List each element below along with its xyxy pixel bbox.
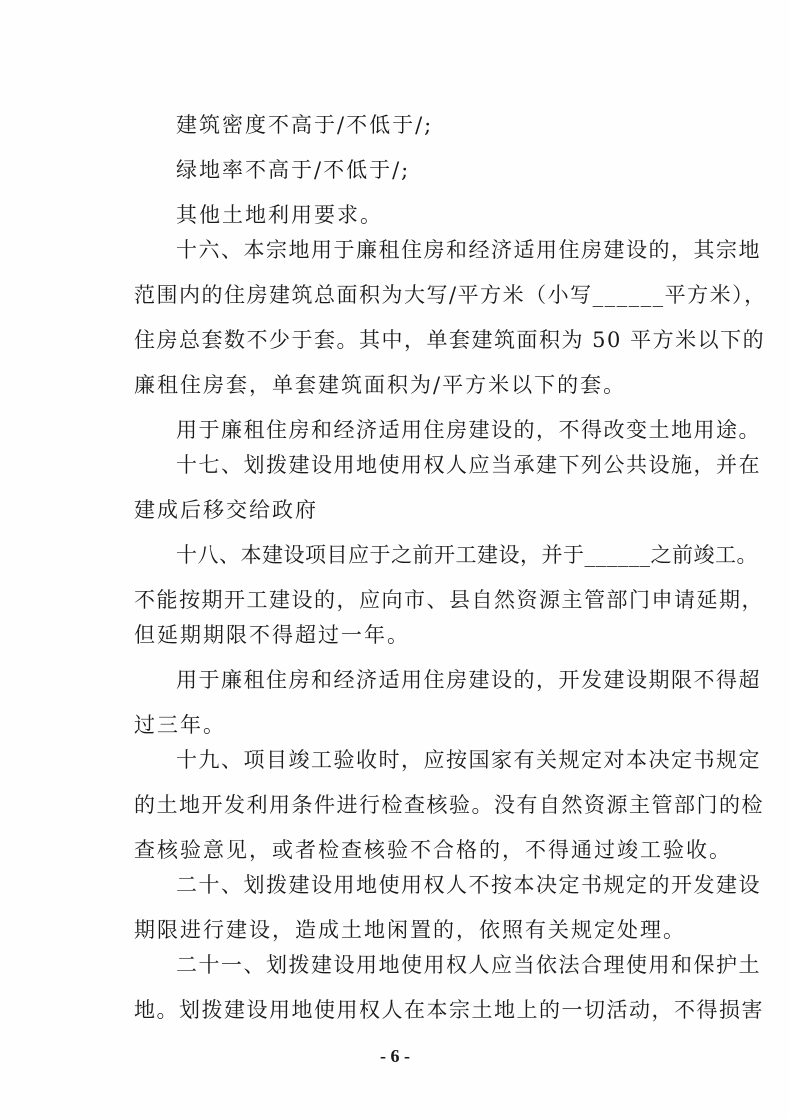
- text-line-20: 期限进行建设，造成土地闲置的，依照有关规定处理。: [134, 918, 686, 942]
- text-line-7: 廉租住房套，单套建筑面积为/平方米以下的套。: [134, 373, 627, 397]
- text-line-9: 十七、划拨建设用地使用权人应当承建下列公共设施，并在: [176, 453, 761, 477]
- text-line-11: 十八、本建设项目应于之前开工建设，并于______之前竣工。: [176, 543, 758, 567]
- text-line-1: 建筑密度不高于/不低于/;: [176, 113, 434, 137]
- text-line-10: 建成后移交给政府: [134, 498, 318, 522]
- page-number: - 6 -: [380, 1046, 410, 1066]
- text-line-12: 不能按期开工建设的，应向市、县自然资源主管部门申请延期，: [134, 588, 764, 612]
- text-line-16: 十九、项目竣工验收时，应按国家有关规定对本决定书规定: [176, 748, 761, 772]
- text-line-14: 用于廉租住房和经济适用住房建设的，开发建设期限不得超: [176, 668, 761, 692]
- text-line-5: 范围内的住房建筑总面积为大写/平方米（小写______平方米），: [134, 283, 767, 307]
- text-line-21: 二十一、划拨建设用地使用权人应当依法合理使用和保护土: [176, 953, 761, 977]
- text-line-17: 的土地开发利用条件进行检查核验。没有自然资源主管部门的检: [134, 793, 764, 817]
- text-line-4: 十六、本宗地用于廉租住房和经济适用住房建设的，其宗地: [176, 238, 761, 262]
- text-line-3: 其他土地利用要求。: [176, 203, 383, 227]
- text-line-22: 地。划拨建设用地使用权人在本宗土地上的一切活动，不得损害: [134, 998, 764, 1022]
- text-line-2: 绿地率不高于/不低于/;: [176, 158, 411, 182]
- text-line-6: 住房总套数不少于套。其中，单套建筑面积为 50 平方米以下的: [134, 328, 766, 352]
- text-line-18: 查核验意见，或者检查核验不合格的，不得通过竣工验收。: [134, 838, 732, 862]
- text-line-19: 二十、划拨建设用地使用权人不按本决定书规定的开发建设: [176, 873, 761, 897]
- text-line-15: 过三年。: [134, 713, 226, 737]
- text-line-13: 但延期期限不得超过一年。: [134, 623, 410, 647]
- text-line-8: 用于廉租住房和经济适用住房建设的，不得改变土地用途。: [176, 418, 761, 442]
